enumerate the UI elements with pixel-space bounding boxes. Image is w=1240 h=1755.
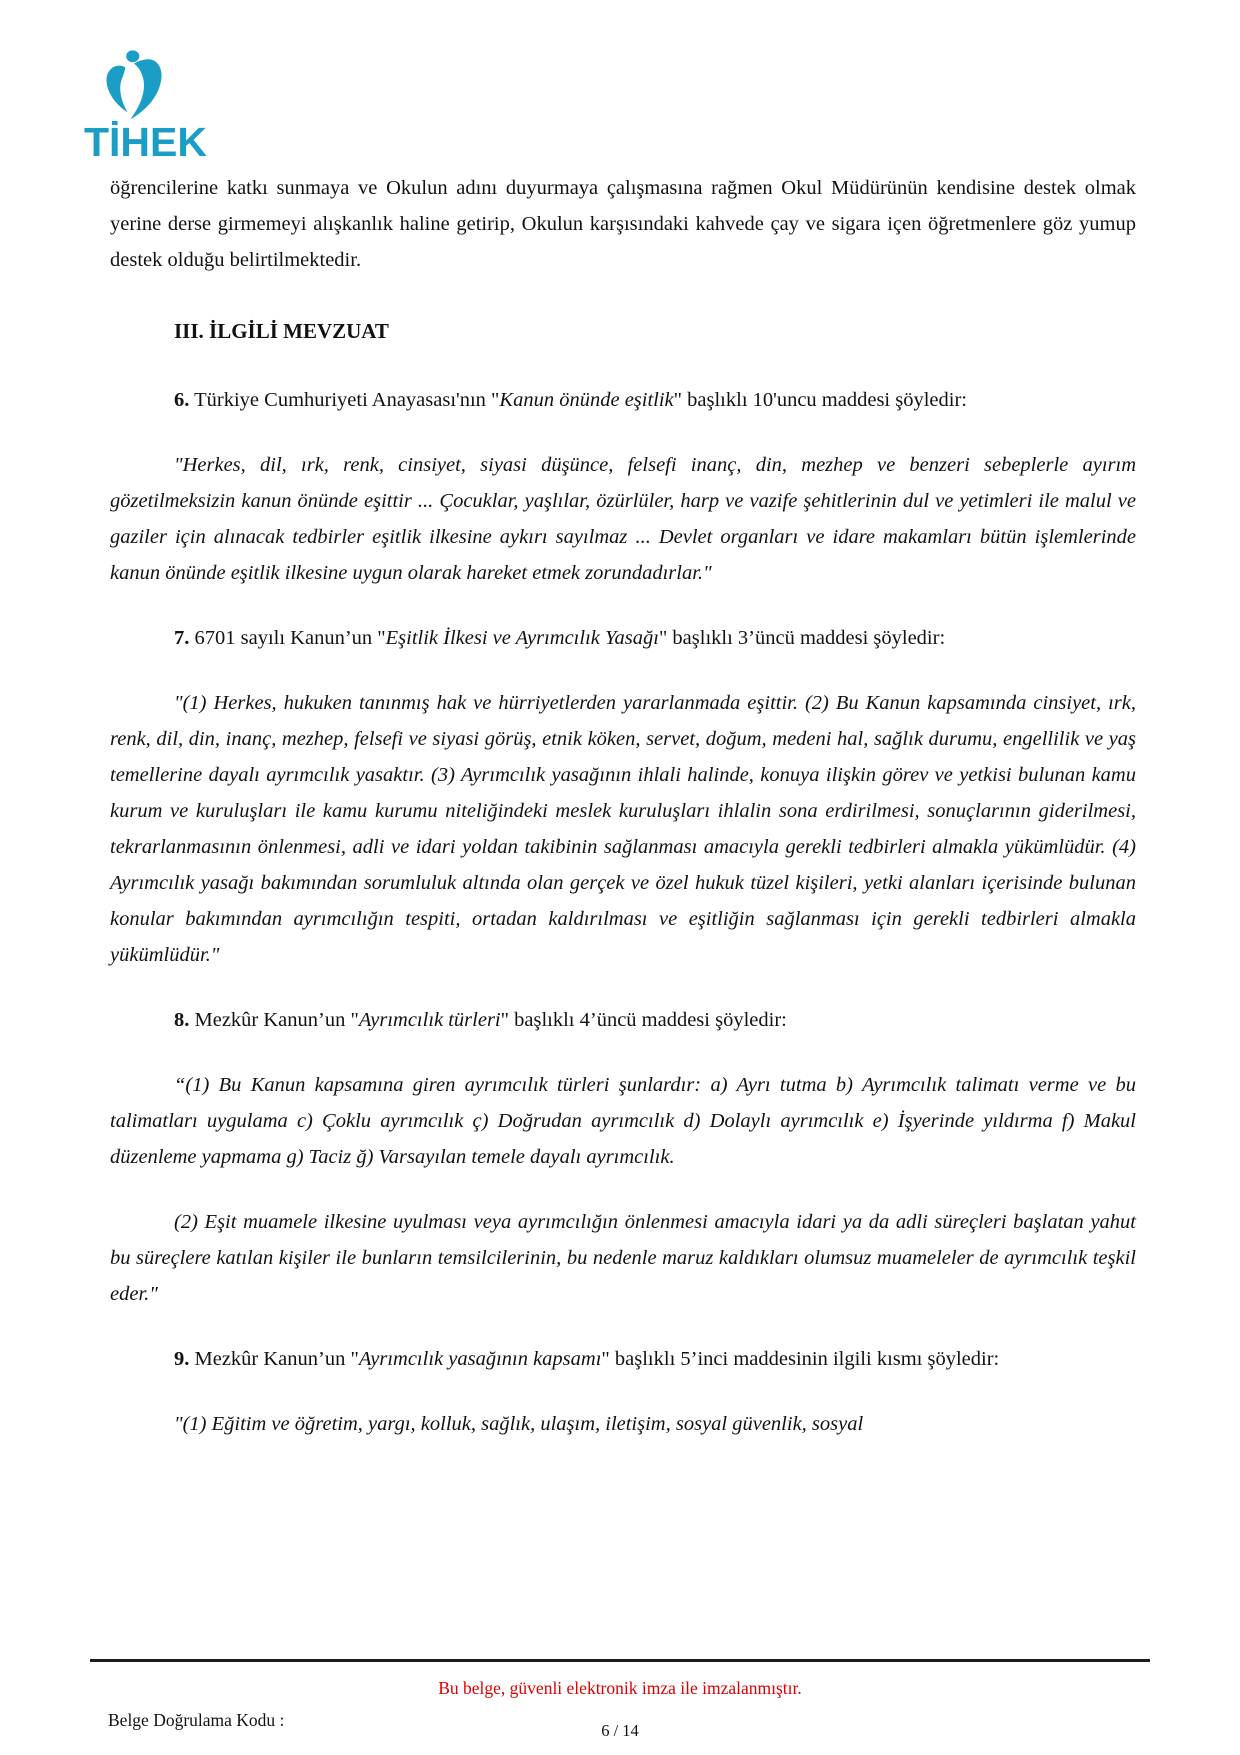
paragraph bbox=[110, 170, 1136, 278]
text-segment: Ayrımcılık türleri bbox=[358, 1009, 501, 1031]
paragraph bbox=[110, 685, 1136, 973]
paragraph bbox=[110, 1341, 1136, 1377]
text-segment: Ayrımcılık yasağının kapsamı bbox=[358, 1348, 602, 1370]
text-segment: öğrencilerine katkı sunmaya ve Okulun adını duyurmaya çalışmasına rağmen Okul Müdürünün kendisine destek olmak yerine derse girmemeyi alışkanlık haline getirip, Okulun karşısındaki kahvede çay ve sigara içen öğretmenlere göz yumup destek olduğu belirtilmektedir. bbox=[110, 177, 1136, 271]
page-number: 6 / 14 bbox=[601, 1721, 639, 1740]
text-segment: 7. bbox=[174, 627, 190, 649]
text-segment: (2) Eşit muamele ilkesine uyulması veya ayrımcılığın önlenmesi amacıyla idari ya da adli süreçleri başlatan yahut bu süreçlere katılan kişiler ile bunların temsilcilerinin, bu nedenle maruz kaldıkları olumsuz muameleler de ayrımcılık teşkil eder." bbox=[110, 1211, 1136, 1305]
text-segment: “(1) Bu Kanun kapsamına giren ayrımcılık türleri şunlardır: a) Ayrı tutma b) Ayrımcılık talimatı verme ve bu talimatları uygulama c) Çoklu ayrımcılık ç) Doğrudan ayrımcılık d) Dolaylı ayrımcılık e) İşyerinde yıldırma f) Makul düzenleme yapmama g) Taciz ğ) Varsayılan temele dayalı ayrımcılık. bbox=[110, 1074, 1136, 1168]
tihek-heart-icon bbox=[102, 50, 166, 120]
text-segment: 8. bbox=[174, 1009, 190, 1031]
text-segment: Mezkûr Kanun’un " bbox=[189, 1348, 359, 1370]
text-segment: Mezkûr Kanun’un " bbox=[189, 1009, 359, 1031]
text-segment: Eşitlik İlkesi ve Ayrımcılık Yasağı bbox=[385, 627, 659, 649]
text-segment: "Herkes, dil, ırk, renk, cinsiyet, siyasi düşünce, felsefi inanç, din, mezhep ve benzeri sebeplerle ayırım gözetilmeksizin kanun önünde eşittir ... Çocuklar, yaşlılar, özürlüler, harp ve vazife şehitlerinin dul ve yetimleri ile malul ve gaziler için alınacak tedbirler eşitlik ilkesine aykırı sayılmaz ... Devlet organları ve idare makamları bütün işlemlerinde kanun önünde eşitlik ilkesine uygun olarak hareket etmek zorundadırlar." bbox=[110, 454, 1136, 584]
document-body bbox=[110, 170, 1136, 1471]
paragraph bbox=[110, 1204, 1136, 1312]
text-segment: III. İLGİLİ MEVZUAT bbox=[174, 319, 389, 343]
text-segment: "(1) Eğitim ve öğretim, yargı, kolluk, sağlık, ulaşım, iletişim, sosyal güvenlik, sosyal bbox=[174, 1413, 864, 1435]
text-segment: " başlıklı 3’üncü maddesi şöyledir: bbox=[658, 627, 946, 649]
text-segment: 6701 sayılı Kanun’un " bbox=[189, 627, 386, 649]
tihek-logo-text: TİHEK bbox=[84, 119, 207, 165]
verification-code-label: Belge Doğrulama Kodu : bbox=[108, 1710, 285, 1730]
paragraph bbox=[110, 1067, 1136, 1175]
text-segment: " başlıklı 4’üncü maddesi şöyledir: bbox=[500, 1009, 787, 1031]
text-segment: "(1) Herkes, hukuken tanınmış hak ve hürriyetlerden yararlanmada eşittir. (2) Bu Kanun kapsamında cinsiyet, ırk, renk, dil, din, inanç, mezhep, felsefi ve siyasi görüş, etnik köken, servet, doğum, medeni hal, sağlık durumu, engellilik ve yaş temellerine dayalı ayrımcılık yasaktır. (3) Ayrımcılık yasağının ihlali halinde, konuya ilişkin görev ve yetkisi bulunan kamu kurum ve kuruluşları ile kamu kurumu niteliğindeki meslek kuruluşları ihlalin sona erdirilmesi, sonuçlarının giderilmesi, tekrarlanmasının önlenmesi, adli ve idari yoldan takibinin sağlanması amacıyla gerekli tedbirleri almakla yükümlüdür. (4) Ayrımcılık yasağı bakımından sorumluluk altında olan gerçek ve özel hukuk tüzel kişileri, yetki alanları içerisinde bulunan konular bakımından ayrımcılığın tespiti, ortadan kaldırılması ve eşitliğin sağlanması için gerekli tedbirleri almakla yükümlüdür." bbox=[110, 692, 1136, 966]
section-heading bbox=[110, 313, 1136, 349]
paragraph bbox=[110, 447, 1136, 591]
paragraph bbox=[110, 1002, 1136, 1038]
text-segment: " başlıklı 10'uncu maddesi şöyledir: bbox=[673, 389, 967, 411]
paragraph bbox=[110, 382, 1136, 418]
electronic-signature-notice: Bu belge, güvenli elektronik imza ile imzalanmıştır. bbox=[438, 1678, 802, 1698]
text-segment: Türkiye Cumhuriyeti Anayasası'nın " bbox=[189, 389, 500, 411]
paragraph bbox=[110, 1406, 1136, 1442]
tihek-logo bbox=[84, 50, 214, 163]
text-segment: 6. bbox=[174, 389, 190, 411]
text-segment: 9. bbox=[174, 1348, 190, 1370]
paragraph bbox=[110, 620, 1136, 656]
text-segment: " başlıklı 5’inci maddesinin ilgili kısmı şöyledir: bbox=[601, 1348, 1000, 1370]
footer-separator bbox=[90, 1659, 1150, 1662]
text-segment: Kanun önünde eşitlik bbox=[499, 389, 674, 411]
